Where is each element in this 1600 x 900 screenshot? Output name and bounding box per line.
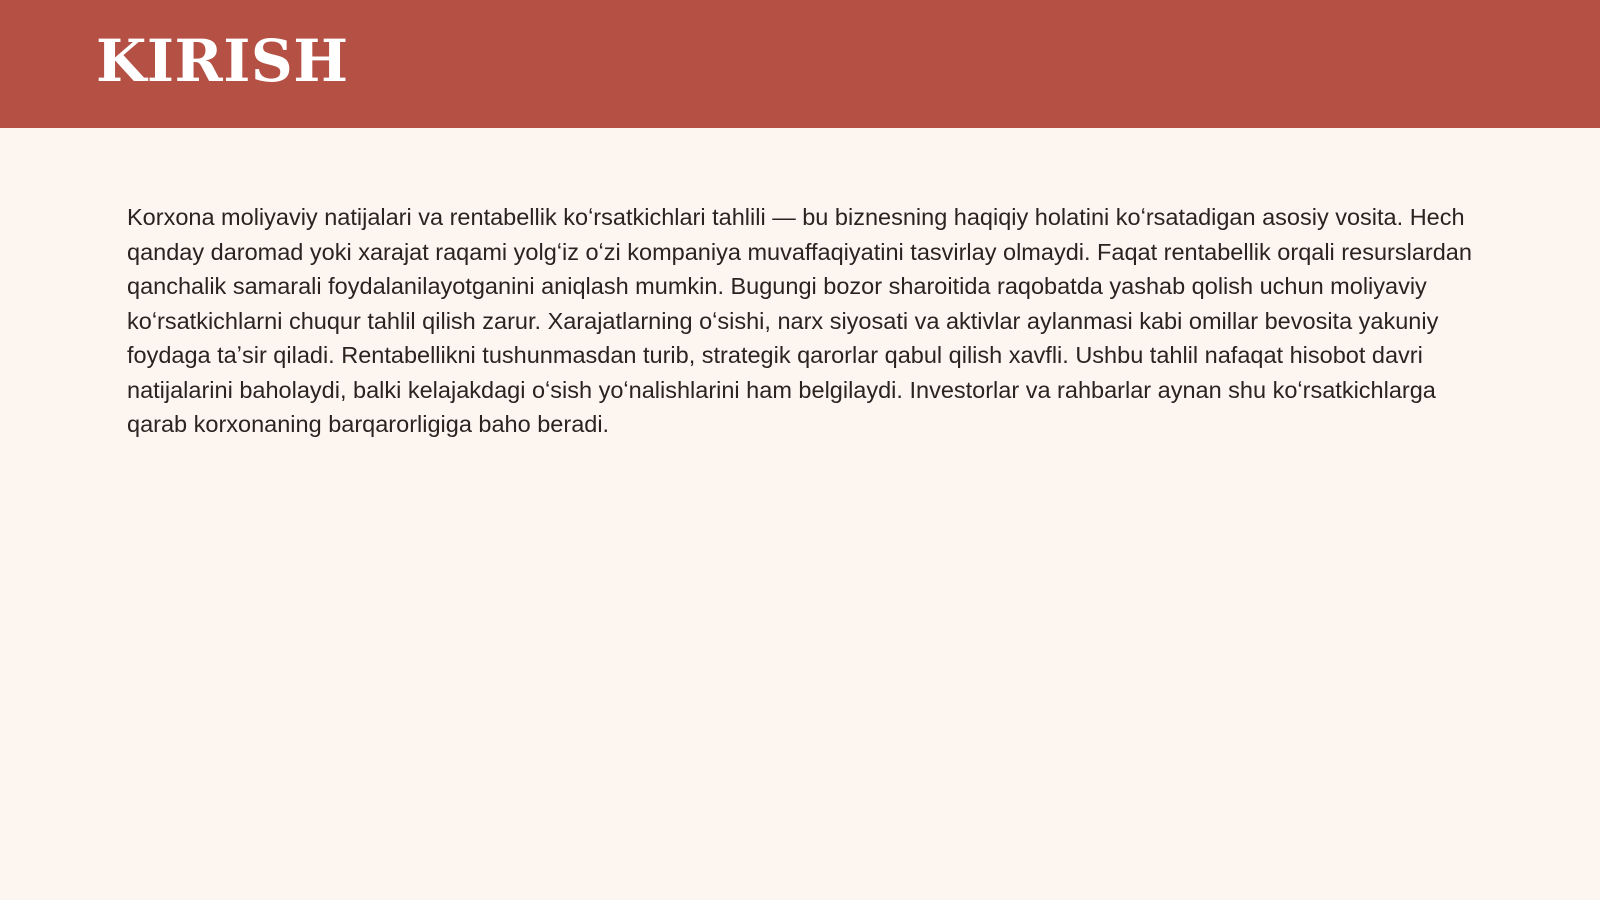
- slide-title: KIRISH: [96, 27, 349, 95]
- body-paragraph: Korxona moliyaviy natijalari va rentabellik koʻrsatkichlari tahlili — bu biznesning haqiqiy holatini koʻrsatadigan asosiy vosita. Hech qanday daromad yoki xarajat raqami yolgʻiz oʻzi kompaniya muvaffaqiyatini tasvirlay olmaydi. Faqat rentabellik orqali resurslardan qanchalik samarali foydalanilayotganini aniqlash mumkin. Bugungi bozor sharoitida raqobatda yashab qolish uchun moliyaviy koʻrsatkichlarni chuqur tahlil qilish zarur. Xarajatlarning oʻsishi, narx siyosati va aktivlar aylanmasi kabi omillar bevosita yakuniy foydaga taʼsir qiladi. Rentabellikni tushunmasdan turib, strategik qarorlar qabul qilish xavfli. Ushbu tahlil nafaqat hisobot davri natijalarini baholaydi, balki kelajakdagi oʻsish yoʻnalishlarini ham belgilaydi. Investorlar va rahbarlar aynan shu koʻrsatkichlarga qarab korxonaning barqarorligiga baho beradi.: [127, 204, 1472, 437]
